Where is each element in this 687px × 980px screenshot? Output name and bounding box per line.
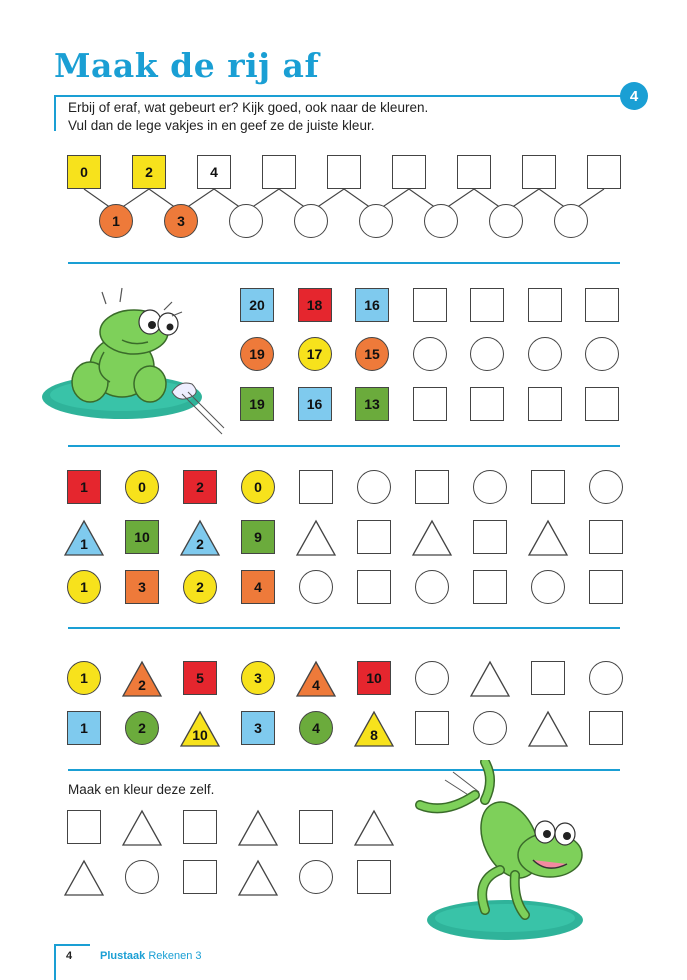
section-divider — [68, 262, 620, 264]
frog-jumping-illustration — [405, 760, 615, 945]
circle-cell: 17 — [298, 337, 332, 371]
instruction-line-1: Erbij of eraf, wat gebeurt er? Kijk goed, ook naar de kleuren. — [68, 100, 429, 115]
square-cell: 13 — [355, 387, 389, 421]
square-cell: 5 — [183, 661, 217, 695]
square-cell: 10 — [125, 520, 159, 554]
square-cell: 1 — [67, 470, 101, 504]
zigzag-circle[interactable] — [229, 204, 263, 238]
zigzag-circle: 3 — [164, 204, 198, 238]
zigzag-circle[interactable] — [294, 204, 328, 238]
square-cell[interactable] — [415, 711, 449, 745]
zigzag-square[interactable] — [457, 155, 491, 189]
zigzag-line — [576, 189, 604, 208]
zigzag-square[interactable] — [587, 155, 621, 189]
square-cell[interactable] — [531, 470, 565, 504]
footer-book-title — [100, 950, 202, 962]
triangle-cell[interactable] — [238, 860, 278, 896]
circle-cell[interactable] — [589, 470, 623, 504]
square-cell: 16 — [298, 387, 332, 421]
square-cell[interactable] — [585, 387, 619, 421]
zigzag-line — [251, 189, 279, 208]
circle-cell[interactable] — [415, 661, 449, 695]
zigzag-line — [316, 189, 344, 208]
shape-number: 2 — [138, 677, 146, 693]
square-cell[interactable] — [413, 387, 447, 421]
zigzag-line — [186, 189, 214, 208]
circle-cell[interactable] — [299, 860, 333, 894]
section-divider — [68, 445, 620, 447]
triangle-cell[interactable] — [528, 520, 568, 556]
triangle-cell[interactable] — [412, 520, 452, 556]
square-cell[interactable] — [413, 288, 447, 322]
square-cell[interactable] — [585, 288, 619, 322]
page-title: Maak de rij af — [54, 46, 320, 85]
zigzag-line — [121, 189, 149, 208]
square-cell[interactable] — [470, 387, 504, 421]
shape-number: 4 — [312, 677, 320, 693]
triangle-cell[interactable] — [354, 810, 394, 846]
section-divider — [68, 627, 620, 629]
square-cell: 19 — [240, 387, 274, 421]
square-cell[interactable] — [528, 387, 562, 421]
circle-cell[interactable] — [531, 570, 565, 604]
square-cell: 9 — [241, 520, 275, 554]
circle-cell[interactable] — [415, 570, 449, 604]
triangle-cell — [180, 711, 220, 747]
triangle-cell — [122, 661, 162, 697]
triangle-cell[interactable] — [470, 661, 510, 697]
triangle-cell[interactable] — [296, 520, 336, 556]
square-cell: 1 — [67, 711, 101, 745]
square-cell[interactable] — [357, 860, 391, 894]
zigzag-line — [381, 189, 409, 208]
zigzag-circle[interactable] — [554, 204, 588, 238]
circle-cell[interactable] — [528, 337, 562, 371]
square-cell: 10 — [357, 661, 391, 695]
triangle-cell — [180, 520, 220, 556]
zigzag-line — [511, 189, 539, 208]
zigzag-square[interactable] — [522, 155, 556, 189]
footer-page-number: 4 — [66, 950, 73, 962]
triangle-cell — [296, 661, 336, 697]
footer-rule-vertical — [54, 944, 56, 980]
circle-cell[interactable] — [125, 860, 159, 894]
triangle-cell — [64, 520, 104, 556]
circle-cell[interactable] — [357, 470, 391, 504]
exercise-5-label: Maak en kleur deze zelf. — [68, 782, 215, 797]
circle-cell: 0 — [241, 470, 275, 504]
circle-cell: 3 — [241, 661, 275, 695]
zigzag-square[interactable] — [262, 155, 296, 189]
circle-cell[interactable] — [413, 337, 447, 371]
square-cell: 18 — [298, 288, 332, 322]
square-cell: 3 — [125, 570, 159, 604]
square-cell[interactable] — [299, 470, 333, 504]
square-cell[interactable] — [473, 520, 507, 554]
header-rule — [54, 95, 624, 97]
zigzag-square[interactable] — [392, 155, 426, 189]
circle-cell: 19 — [240, 337, 274, 371]
zigzag-square: 2 — [132, 155, 166, 189]
zigzag-square[interactable] — [327, 155, 361, 189]
square-cell: 3 — [241, 711, 275, 745]
zigzag-circle: 1 — [99, 204, 133, 238]
shape-number: 10 — [192, 727, 208, 743]
circle-cell: 2 — [183, 570, 217, 604]
square-cell: 2 — [183, 470, 217, 504]
triangle-cell[interactable] — [238, 810, 278, 846]
circle-cell: 1 — [67, 570, 101, 604]
page-number-badge: 4 — [620, 82, 648, 110]
square-cell: 4 — [241, 570, 275, 604]
triangle-cell[interactable] — [122, 810, 162, 846]
square-cell[interactable] — [415, 470, 449, 504]
zigzag-circle[interactable] — [359, 204, 393, 238]
circle-cell: 2 — [125, 711, 159, 745]
header-rule-vertical — [54, 95, 56, 131]
footer-subtitle: Rekenen 3 — [148, 950, 202, 962]
square-cell[interactable] — [183, 810, 217, 844]
triangle-cell[interactable] — [64, 860, 104, 896]
triangle-cell — [354, 711, 394, 747]
square-cell[interactable] — [357, 520, 391, 554]
shape-number: 1 — [80, 536, 88, 552]
zigzag-square: 4 — [197, 155, 231, 189]
circle-cell[interactable] — [470, 337, 504, 371]
zigzag-line — [446, 189, 474, 208]
triangle-cell[interactable] — [528, 711, 568, 747]
circle-cell: 1 — [67, 661, 101, 695]
circle-cell[interactable] — [473, 711, 507, 745]
circle-cell[interactable] — [585, 337, 619, 371]
circle-cell[interactable] — [589, 661, 623, 695]
footer-rule — [54, 944, 90, 946]
square-cell[interactable] — [67, 810, 101, 844]
square-cell: 16 — [355, 288, 389, 322]
square-cell[interactable] — [183, 860, 217, 894]
square-cell[interactable] — [299, 810, 333, 844]
shape-number: 8 — [370, 727, 378, 743]
frog-sitting-illustration — [22, 282, 242, 442]
square-cell[interactable] — [589, 711, 623, 745]
zigzag-square: 0 — [67, 155, 101, 189]
square-cell: 20 — [240, 288, 274, 322]
square-cell[interactable] — [357, 570, 391, 604]
circle-cell: 4 — [299, 711, 333, 745]
square-cell[interactable] — [473, 570, 507, 604]
circle-cell: 0 — [125, 470, 159, 504]
circle-cell[interactable] — [299, 570, 333, 604]
square-cell[interactable] — [531, 661, 565, 695]
square-cell[interactable] — [589, 520, 623, 554]
shape-number: 2 — [196, 536, 204, 552]
circle-cell: 15 — [355, 337, 389, 371]
square-cell[interactable] — [528, 288, 562, 322]
footer-brand: Plustaak — [100, 950, 146, 962]
square-cell[interactable] — [470, 288, 504, 322]
instruction-line-2: Vul dan de lege vakjes in en geef ze de juiste kleur. — [68, 118, 375, 133]
square-cell[interactable] — [589, 570, 623, 604]
zigzag-circle[interactable] — [489, 204, 523, 238]
circle-cell[interactable] — [473, 470, 507, 504]
zigzag-circle[interactable] — [424, 204, 458, 238]
